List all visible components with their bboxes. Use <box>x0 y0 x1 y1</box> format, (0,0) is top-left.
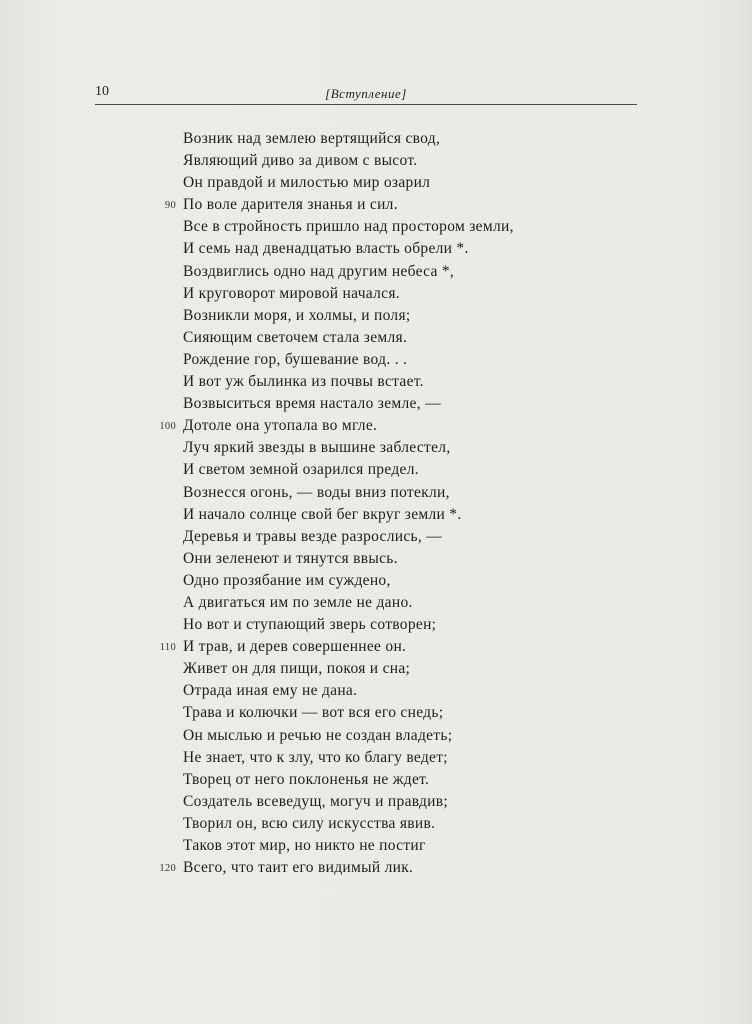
line-text: И круговорот мировой начался. <box>183 284 400 302</box>
poem-line <box>150 482 620 504</box>
line-text: Вознесся огонь, — воды вниз потекли, <box>183 483 450 501</box>
line-text: По воле дарителя знанья и сил. <box>183 196 398 214</box>
line-text: Дотоле она утопала во мгле. <box>183 417 378 435</box>
poem-line <box>150 393 620 415</box>
poem-line <box>150 194 620 216</box>
line-number: 90 <box>164 200 176 212</box>
poem-line <box>150 504 620 526</box>
line-text: Они зеленеют и тянутся ввысь. <box>183 549 398 567</box>
poem-line <box>150 459 620 481</box>
line-text: Возвыситься время настало земле, — <box>183 395 441 413</box>
poem-line <box>150 813 620 835</box>
poem-line <box>150 636 620 658</box>
line-text: И светом земной озарился предел. <box>183 461 419 479</box>
poem-line <box>150 835 620 857</box>
line-number: 120 <box>159 863 176 875</box>
poem-line <box>150 658 620 680</box>
poem-line <box>150 415 620 437</box>
line-number: 100 <box>159 421 176 433</box>
line-text: Являющий диво за дивом с высот. <box>183 152 418 170</box>
line-text: Таков этот мир, но никто не постиг <box>183 837 426 854</box>
poem-line <box>150 747 620 769</box>
line-text: Он мыслью и речью не создан владеть; <box>183 726 453 744</box>
poem-line <box>150 371 620 393</box>
page-number: 10 <box>95 84 109 99</box>
line-text: А двигаться им по земле не дано. <box>183 593 413 611</box>
line-text: Все в стройность пришло над простором земли, <box>183 218 514 236</box>
poem-line <box>150 592 620 614</box>
poem-line <box>150 725 620 747</box>
line-text: И начало солнце свой бег вкруг земли *. <box>183 505 462 523</box>
line-text: И семь над двенадцатью власть обрели *. <box>183 240 469 258</box>
line-text: Всего, что таит его видимый лик. <box>183 859 414 877</box>
page-header <box>95 82 637 105</box>
line-text: Одно прозябание им суждено, <box>183 571 391 589</box>
poem-line <box>150 238 620 260</box>
line-text: Живет он для пищи, покоя и сна; <box>183 660 411 678</box>
poem-line <box>150 216 620 238</box>
line-text: Воздвиглись одно над другим небеса *, <box>183 262 455 280</box>
line-text: И вот уж былинка из почвы встает. <box>183 373 424 391</box>
line-text: Творец от него поклоненья не ждет. <box>183 770 430 788</box>
poem-line <box>150 283 620 305</box>
poem-line <box>150 570 620 592</box>
line-text: Создатель всеведущ, могуч и правдив; <box>183 792 448 810</box>
line-text: Трава и колючки — вот вся его снедь; <box>183 704 444 722</box>
poem-line <box>150 702 620 724</box>
poem-line <box>150 437 620 459</box>
line-text: Деревья и травы везде разрослись, — <box>183 527 443 545</box>
poem-line <box>150 327 620 349</box>
line-text: Творил он, всю силу искусства явив. <box>183 814 436 832</box>
poem-line <box>150 172 620 194</box>
line-text: Но вот и ступающий зверь сотворен; <box>183 616 437 634</box>
poem-line <box>150 680 620 702</box>
poem-line <box>150 769 620 791</box>
line-text: Рождение гор, бушевание вод. . . <box>183 350 408 368</box>
poem-line <box>150 526 620 548</box>
poem-body <box>150 128 620 879</box>
poem-line <box>150 791 620 813</box>
poem-line <box>150 305 620 327</box>
line-text: Возник над землею вертящийся свод, <box>183 130 441 147</box>
poem-line <box>150 261 620 283</box>
line-text: Отрада иная ему не дана. <box>183 682 358 700</box>
poem-line <box>150 857 620 879</box>
line-text: Не знает, что к злу, что ко благу ведет; <box>183 748 448 766</box>
line-number: 110 <box>159 642 176 654</box>
line-text: И трав, и дерев совершеннее он. <box>183 638 407 656</box>
poem-line <box>150 614 620 636</box>
poem-line <box>150 128 620 150</box>
running-title: [Вступление] <box>325 86 407 101</box>
poem-line <box>150 349 620 371</box>
line-text: Сияющим светочем стала земля. <box>183 328 408 346</box>
line-text: Луч яркий звезды в вышине заблестел, <box>183 439 451 457</box>
poem-line <box>150 548 620 570</box>
poem-line <box>150 150 620 172</box>
line-text: Он правдой и милостью мир озарил <box>183 174 431 192</box>
line-text: Возникли моря, и холмы, и поля; <box>183 306 411 324</box>
